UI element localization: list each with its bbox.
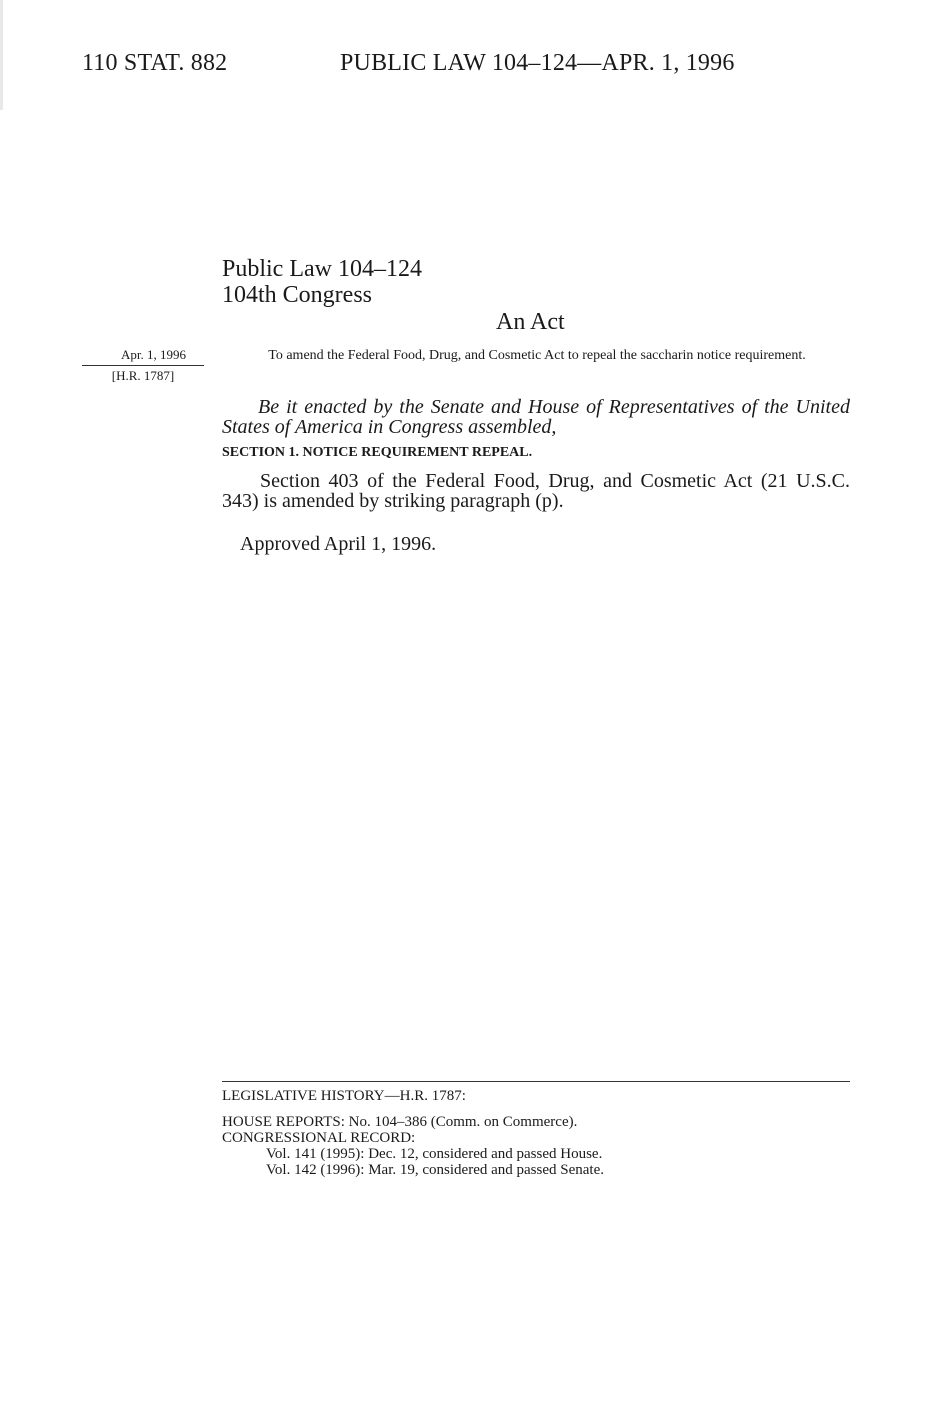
margin-note-date: Apr. 1, 1996 (121, 347, 186, 362)
act-label: An Act (496, 309, 565, 335)
public-law-title: Public Law 104–124 (222, 256, 422, 282)
approval-date: Approved April 1, 1996. (240, 533, 437, 555)
legislative-history (222, 1088, 850, 1178)
margin-note-bill: [H.R. 1787] (111, 368, 175, 383)
purpose-statement: To amend the Federal Food, Drug, and Cosmetic Act to repeal the saccharin notice requirement. (268, 348, 806, 363)
record-entry: Vol. 141 (1995): Dec. 12, considered and passed House. (266, 1146, 603, 1162)
running-title: PUBLIC LAW 104–124—APR. 1, 1996 (340, 50, 735, 76)
margin-note-divider (82, 365, 204, 366)
section-body: Section 403 of the Federal Food, Drug, and Cosmetic Act (21 U.S.C. 343) is amended by striking paragraph (p). (222, 470, 850, 512)
page-reference: 110 STAT. 882 (82, 50, 228, 76)
margin-note (82, 347, 204, 384)
legislative-history-title: LEGISLATIVE HISTORY—H.R. 1787: (222, 1088, 466, 1104)
footnote-divider (222, 1081, 850, 1082)
scan-edge-shadow (0, 0, 3, 110)
section-heading: SECTION 1. NOTICE REQUIREMENT REPEAL. (222, 445, 533, 460)
congress-number: 104th Congress (222, 282, 372, 308)
enacting-clause: Be it enacted by the Senate and House of Representatives of the United States of America in Congress assembled, (222, 396, 850, 438)
house-reports: HOUSE REPORTS: No. 104–386 (Comm. on Commerce). (222, 1114, 578, 1130)
record-entry: Vol. 142 (1996): Mar. 19, considered and passed Senate. (266, 1162, 604, 1178)
congressional-record: CONGRESSIONAL RECORD: (222, 1130, 416, 1146)
